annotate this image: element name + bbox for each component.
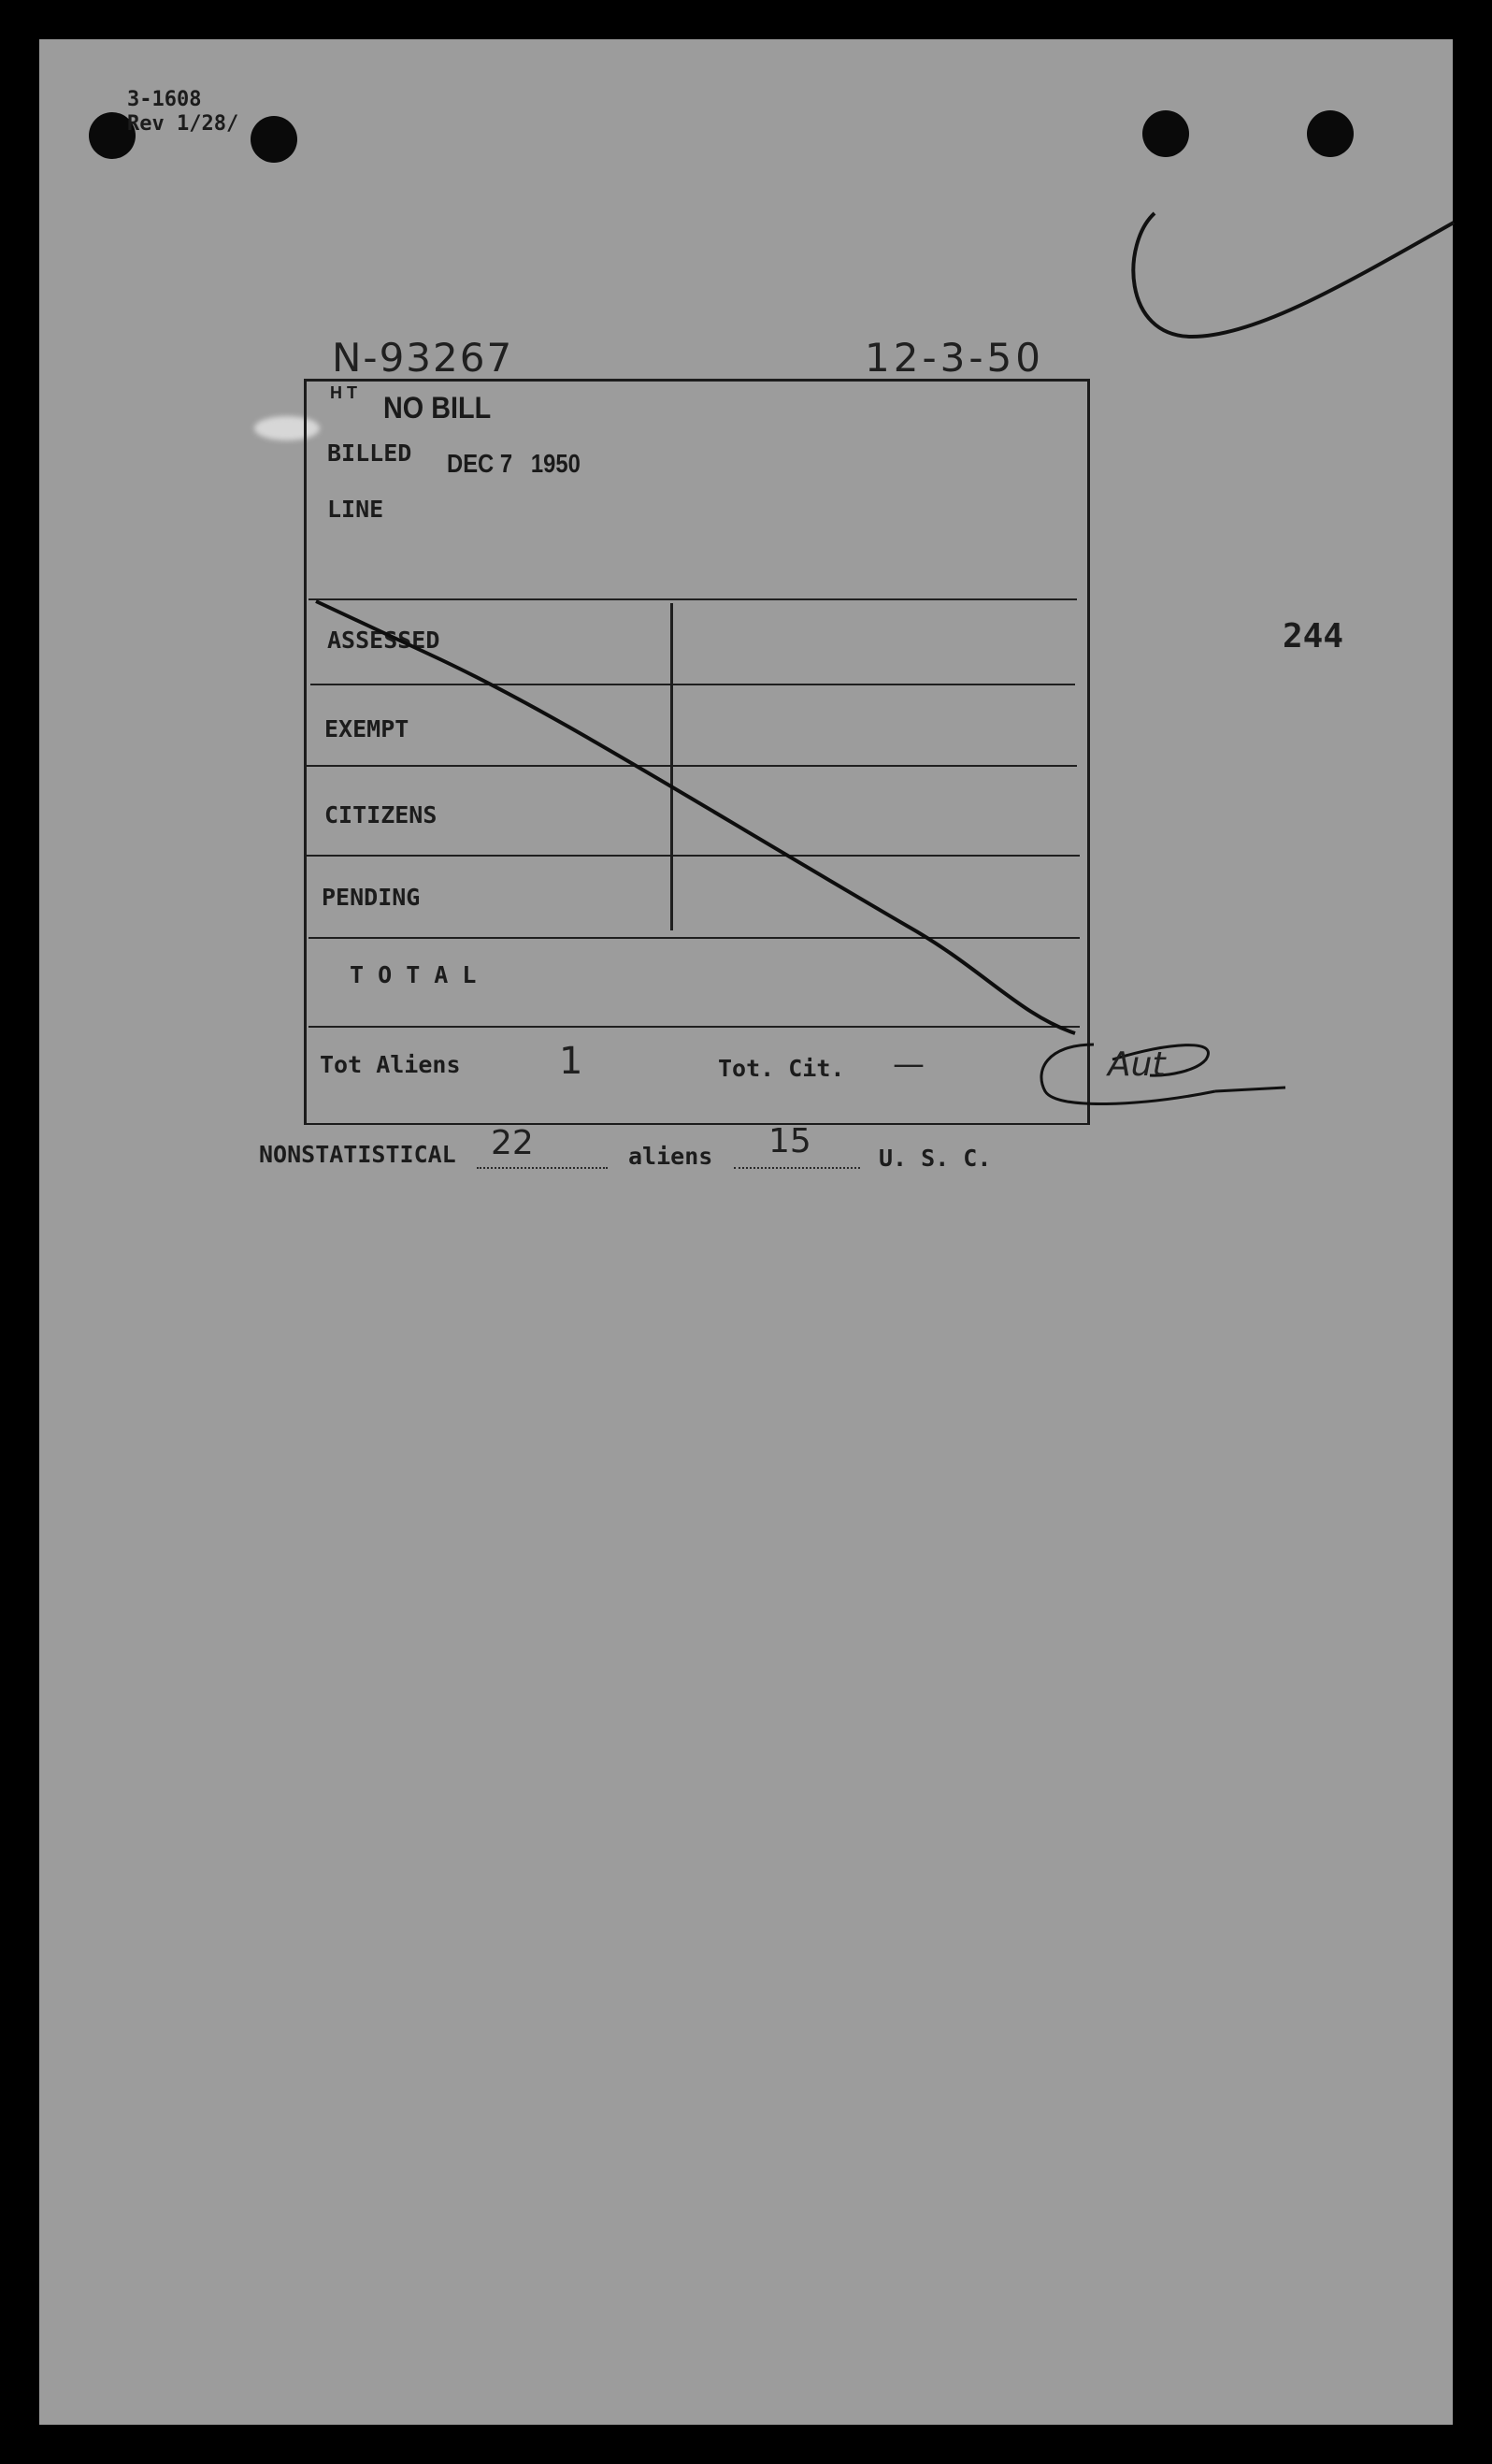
nonstatistical-label: NONSTATISTICAL: [259, 1141, 456, 1168]
tot-aliens-label: Tot Aliens: [320, 1051, 461, 1078]
initials: Aut: [1108, 1045, 1166, 1084]
row-label-exempt: EXEMPT: [324, 715, 409, 742]
check-mark: [1117, 206, 1463, 346]
case-date: 12-3-50: [865, 335, 1044, 381]
nonstatistical-underline: [477, 1167, 608, 1169]
punch-hole-right-2: [1307, 110, 1354, 157]
aliens-value: 15: [768, 1122, 811, 1160]
form-number: 3-1608: [127, 88, 202, 111]
no-bill-stamp: NO BILL: [383, 391, 492, 425]
file-number: N-93267: [332, 335, 514, 381]
punch-hole-right-1: [1142, 110, 1189, 157]
aliens-underline: [734, 1167, 860, 1169]
punch-hole-left-2: [251, 116, 297, 163]
nonstatistical-value: 22: [491, 1124, 534, 1162]
line-label: LINE: [327, 496, 384, 523]
total-label: T O T A L: [350, 961, 477, 988]
billed-label: BILLED: [327, 439, 412, 467]
usc-label: U. S. C.: [879, 1145, 992, 1172]
page-number: 244: [1283, 617, 1344, 656]
row-label-assessed: ASSESSED: [327, 627, 440, 654]
row-label-pending: PENDING: [322, 884, 421, 911]
stamp-prefix: H T: [330, 383, 357, 402]
tot-cit-label: Tot. Cit.: [718, 1055, 845, 1082]
form-revision: Rev 1/28/: [127, 112, 239, 136]
aliens-label: aliens: [628, 1143, 713, 1170]
billed-date-stamp: DEC 7 1950: [447, 449, 581, 478]
tot-cit-value: —: [893, 1045, 925, 1083]
row-label-citizens: CITIZENS: [324, 801, 438, 829]
tot-aliens-value: 1: [559, 1040, 583, 1083]
cancel-stroke: [308, 594, 1084, 1043]
